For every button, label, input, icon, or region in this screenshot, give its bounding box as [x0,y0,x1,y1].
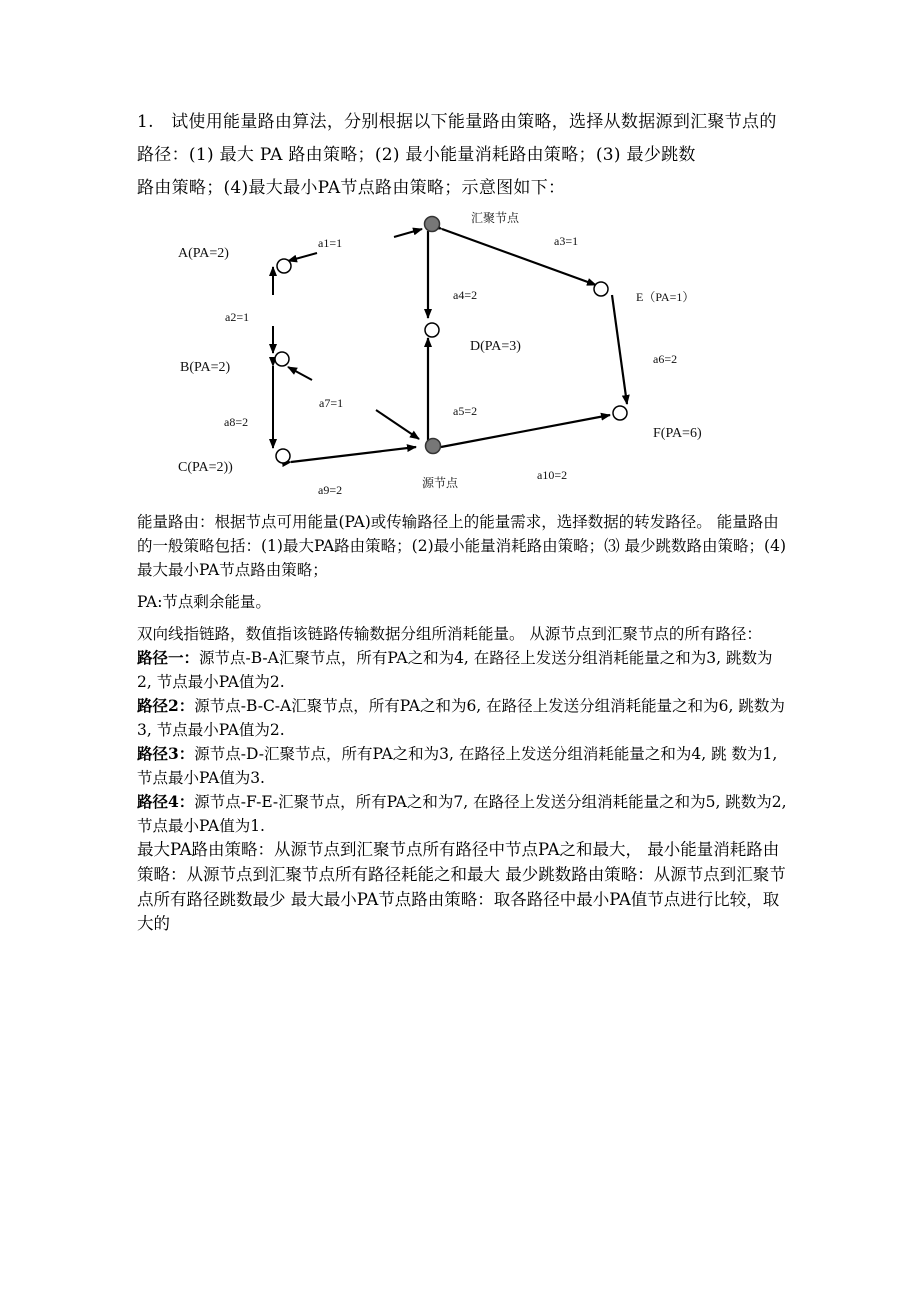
question [137,106,787,205]
node-D-label: D(PA=3) [470,339,521,354]
explanation [137,510,787,937]
path-1-label: 路径一： [137,648,200,668]
path-1-text: 源节点-B-A汇聚节点，所有PA之和为4, 在路径上发送分组消耗能量之和为3, 跳数为2, 节点最小PA值为2. [137,649,773,692]
path-3 [137,742,787,790]
edge-source-F [441,415,610,447]
edge-B-source-1 [288,367,312,380]
edge-label-a7: a7=1 [319,396,344,410]
network-diagram-svg [160,203,750,503]
paragraph-links: 双向线指链路，数值指该链路传输数据分组所消耗能量。 从源节点到汇聚节点的所有路径： [137,625,762,644]
path-2-text: 源节点-B-C-A汇聚节点，所有PA之和为6, 在路径上发送分组消耗能量之和为6, 跳数为3, 节点最小PA值为2. [137,697,785,740]
edge-label-a1: a1=1 [318,236,343,250]
node-A [277,259,291,273]
edge-label-a3: a3=1 [554,234,579,248]
edge-C-source [291,447,416,462]
edge-label-a6: a6=2 [653,352,678,366]
network-diagram [160,203,750,503]
paragraph-energy-routing: 能量路由：根据节点可用能量(PA)或传输路径上的能量需求，选择数据的转发路径。 能量路由的一般策略包括：(1)最大PA路由策略；(2)最小能量消耗路由策略；⑶ 最少跳数路由策略；(4)最大最小PA节点路由策略； [137,513,786,580]
node-B [275,352,289,366]
question-line-1: 1. 试使用能量路由算法，分别根据以下能量路由策略，选择从数据源到汇聚节点的路径：(1) 最大 PA 路由策略；(2) 最小能量消耗路由策略；(3) 最少跳数 [137,112,777,166]
node-D [425,323,439,337]
edge-B-source-2 [376,410,419,439]
path-1 [137,646,787,694]
paragraph-pa-definition: PA:节点剩余能量。 [137,593,271,612]
node-F-label: F(PA=6) [653,426,702,441]
edge-A-sink-2 [394,229,422,237]
source-label: 源节点 [422,476,459,490]
path-4 [137,790,787,838]
node-A-label: A(PA=2) [178,246,229,261]
node-C [276,449,290,463]
edge-label-a9: a9=2 [318,483,343,497]
paragraph-strategies: 最大PA路由策略：从源节点到汇聚节点所有路径中节点PA之和最大， 最小能量消耗路由策略：从源节点到汇聚节点所有路径耗能之和最大 最少跳数路由策略：从源节点到汇聚节点所有路径跳数最少 最大最小PA节点路由策略：取各路径中最小PA值节点进行比较，取大的 [137,840,786,934]
path-3-label: 路径3： [137,744,195,764]
edge-E-F [612,295,627,404]
node-E-label: E（PA=1） [636,290,695,304]
edge-label-a4: a4=2 [453,288,478,302]
path-2-label: 路径2： [137,696,195,716]
edge-label-a8: a8=2 [224,415,249,429]
path-2 [137,694,787,742]
node-F [613,406,627,420]
path-4-label: 路径4： [137,792,195,812]
path-3-text: 源节点-D-汇聚节点，所有PA之和为3, 在路径上发送分组消耗能量之和为4, 跳 数为1, 节点最小PA值为3. [137,745,778,788]
edge-label-a10: a10=2 [537,468,568,482]
sink-label: 汇聚节点 [471,211,520,225]
question-line-2: 路由策略；(4)最大最小PA节点路由策略；示意图如下： [137,178,566,199]
node-E [594,282,608,296]
node-C-label: C(PA=2)) [178,460,233,475]
path-4-text: 源节点-F-E-汇聚节点，所有PA之和为7, 在路径上发送分组消耗能量之和为5, 跳数为2, 节点最小PA值为1. [137,793,787,836]
edge-label-a5: a5=2 [453,404,478,418]
edge-A-sink-1 [288,253,317,261]
node-B-label: B(PA=2) [180,360,231,375]
node-sink [425,217,440,232]
node-source [426,439,441,454]
edge-label-a2: a2=1 [225,310,250,324]
